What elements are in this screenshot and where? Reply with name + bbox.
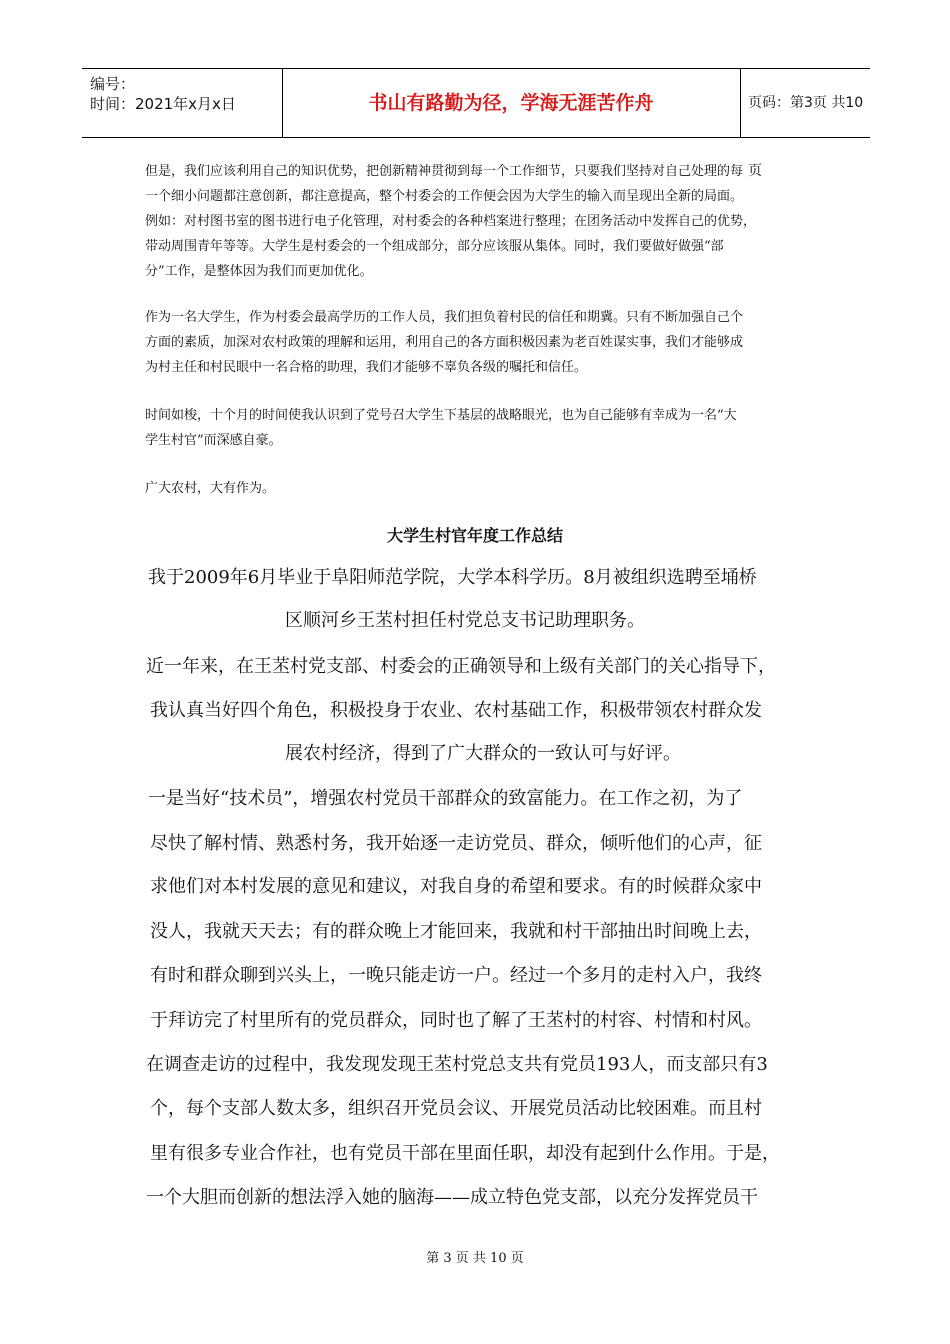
paragraph-line: 例如：对村图书室的图书进行电子化管理，对村委会的各种档案进行整理；在团务活动中发挥自己的优势，	[145, 214, 757, 229]
body-line: 区顺河乡王苤村担任村党总支书记助理职务。	[285, 610, 645, 631]
paragraph-line: 时间如梭，十个月的时间使我认识到了党号召大学生下基层的战略眼光，也为自己能够有幸成为一名“大	[145, 408, 737, 423]
body-line: 展农村经济，得到了广大群众的一致认可与好评。	[285, 743, 681, 764]
page-footer: 第 3 页 共 10 页	[426, 1251, 524, 1266]
body-line: 在调查走访的过程中，我发现发现王苤村党总支共有党员193人，而支部只有3	[146, 1054, 768, 1075]
paragraph-line: 作为一名大学生，作为村委会最高学历的工作人员，我们担负着村民的信任和期冀。只有不断加强自己个	[145, 310, 744, 325]
body-line: 里有很多专业合作社，也有党员干部在里面任职，却没有起到什么作用。于是，	[150, 1143, 780, 1164]
body-line: 我于2009年6月毕业于阜阳师范学院，大学本科学历。8月被组织选聘至埇桥	[148, 567, 757, 588]
paragraph-line: 分”工作，是整体因为我们而更加优化。	[145, 264, 373, 279]
body-line: 求他们对本村发展的意见和建议，对我自身的希望和要求。有的时候群众家中	[150, 876, 762, 897]
body-line: 尽快了解村情、熟悉村务，我开始逐一走访党员、群众，倾听他们的心声，征	[150, 833, 762, 854]
paragraph-line: 带动周围青年等等。大学生是村委会的一个组成部分，部分应该服从集体。同时，我们要做好做强“部	[145, 239, 724, 254]
header-motto: 书山有路勤为径，学海无涯苦作舟	[282, 69, 741, 137]
document-time-label: 时间：2021年x月x日	[90, 95, 236, 113]
paragraph-responsibility	[145, 305, 805, 380]
paragraph-innovation	[145, 159, 805, 284]
header-meta-cell	[82, 69, 283, 137]
section-title: 大学生村官年度工作总结	[386, 526, 563, 545]
paragraph-line: 一个细小问题都注意创新，都注意提高，整个村委会的工作便会因为大学生的输入而呈现出全新的局面。	[145, 189, 744, 204]
paragraph-time	[145, 403, 805, 453]
body-line: 近一年来，在王苤村党支部、村委会的正确领导和上级有关部门的关心指导下，	[146, 656, 776, 677]
paragraph-line: 方面的素质，加深对农村政策的理解和运用，利用自己的各方面积极因素为老百姓谋实事，我们才能够成	[145, 335, 744, 350]
body-line: 我认真当好四个角色，积极投身于农业、农村基础工作，积极带领农村群众发	[150, 700, 762, 721]
header-page-info: 页码：第3页 共10页	[748, 95, 864, 179]
document-number-label: 编号：	[90, 75, 136, 93]
paragraph-closing	[145, 476, 805, 501]
body-line: 一是当好“技术员”，增强农村党员干部群众的致富能力。在工作之初，为了	[148, 788, 743, 809]
paragraph-line: 但是，我们应该利用自己的知识优势，把创新精神贯彻到每一个工作细节，只要我们坚持对自己处理的每	[145, 164, 744, 179]
body-line: 没人，我就天天去；有的群众晚上才能回来，我就和村干部抽出时间晚上去，	[150, 921, 762, 942]
paragraph-line: 广大农村，大有作为。	[145, 481, 276, 496]
body-line: 于拜访完了村里所有的党员群众，同时也了解了王苤村的村容、村情和村风。	[150, 1010, 762, 1031]
body-line: 一个大胆而创新的想法浮入她的脑海——成立特色党支部，以充分发挥党员干	[146, 1187, 758, 1208]
paragraph-line: 学生村官”而深感自豪。	[145, 433, 282, 448]
body-line: 个，每个支部人数太多，组织召开党员会议、开展党员活动比较困难。而且村	[150, 1098, 762, 1119]
body-line: 有时和群众聊到兴头上，一晚只能走访一户。经过一个多月的走村入户，我终	[150, 965, 762, 986]
paragraph-line: 为村主任和村民眼中一名合格的助理，我们才能够不辜负各级的嘱托和信任。	[145, 360, 588, 375]
